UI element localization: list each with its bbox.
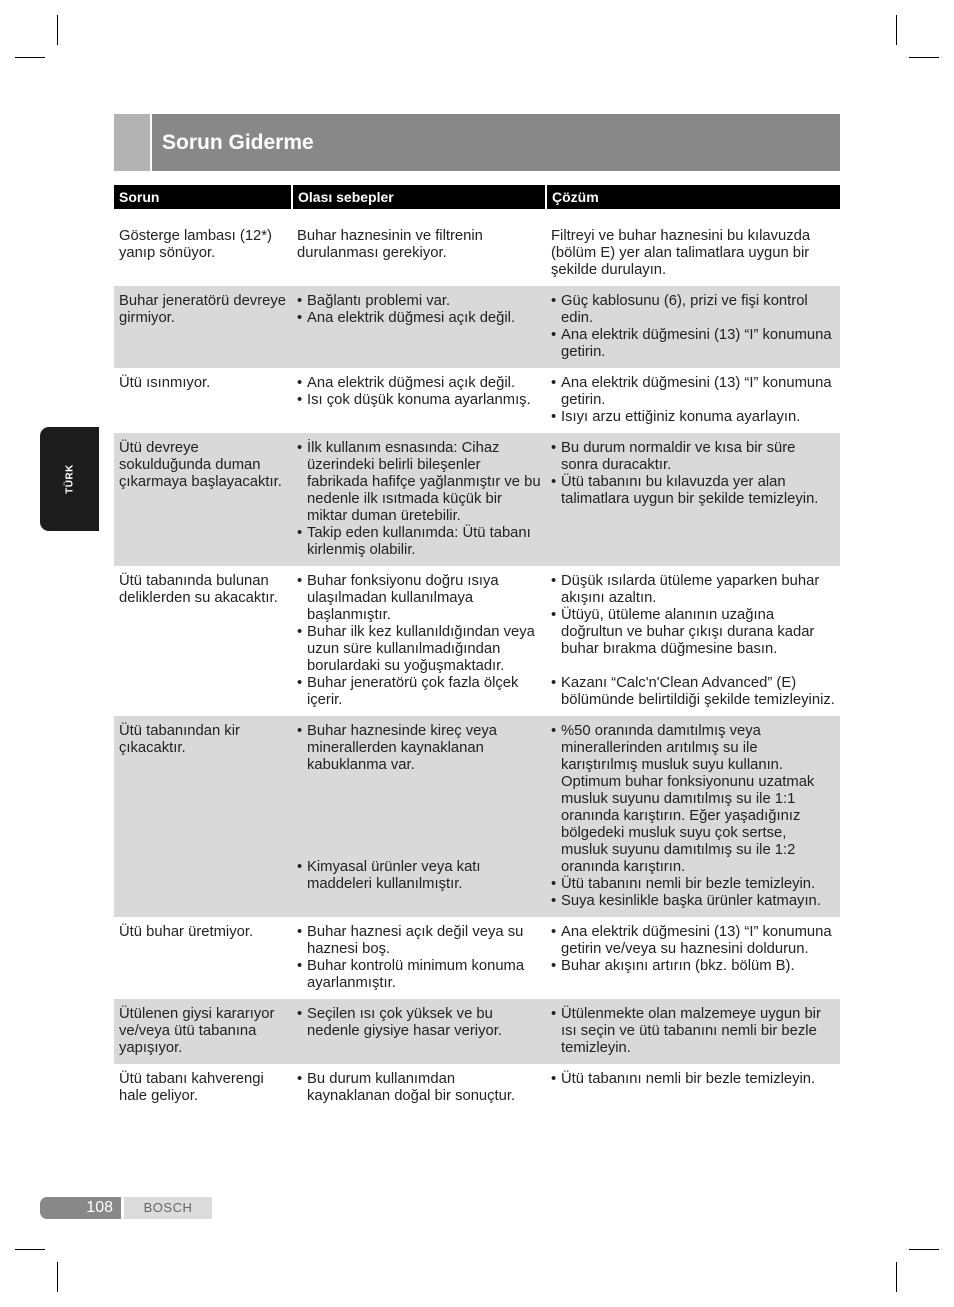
- table-row: [114, 566, 840, 716]
- solution-cell: [546, 1064, 840, 1112]
- bullet-item: • Bu durum kullanımdan kaynaklanan doğal bir sonuçtur.: [297, 1071, 542, 1105]
- bullet-item: • Buhar kontrolü minimum konuma ayarlanmıştır.: [297, 958, 542, 992]
- problem-cell: Ütülenen giysi kararıyor ve/veya ütü tabanına yapışıyor.: [114, 999, 292, 1064]
- causes-cell: [292, 716, 546, 917]
- bullet-item: • Güç kablosunu (6), prizi ve fişi kontrol edin.: [551, 293, 836, 327]
- causes-cell: [292, 215, 546, 286]
- causes-cell: [292, 1064, 546, 1112]
- crop-mark: [15, 1249, 45, 1250]
- bullet-item: • Bağlantı problemi var.: [297, 293, 542, 310]
- column-header-solution: Çözüm: [546, 185, 840, 215]
- bullet-item: • Buhar jeneratörü çok fazla ölçek içerir.: [297, 675, 542, 709]
- bullet-item: • İlk kullanım esnasında: Cihaz üzerindeki belirli bileşenler fabrikada hafifçe yağlanmıştır ve bu nedenle ilk ısıtmada küçük bir miktar duman üretebilir.: [297, 440, 542, 525]
- solution-cell: [546, 368, 840, 433]
- table-row: [114, 917, 840, 999]
- causes-cell: [292, 566, 546, 716]
- crop-mark: [909, 1249, 939, 1250]
- bullet-item: • Buhar akışını artırın (bkz. bölüm B).: [551, 958, 836, 975]
- table-row: [114, 368, 840, 433]
- problem-cell: Ütü tabanı kahverengi hale geliyor.: [119, 1071, 264, 1104]
- spacer-line: [297, 825, 542, 842]
- page-header: [114, 114, 840, 171]
- spacer-line: [297, 808, 542, 825]
- causes-cell: [292, 433, 546, 566]
- bullet-item: • Ütüyü, ütüleme alanının uzağına doğrultun ve buhar çıkışı durana kadar buhar bırakma düğmesine basın.: [551, 607, 836, 658]
- bullet-item: • Ütü tabanını nemli bir bezle temizleyin.: [551, 876, 836, 893]
- spacer-line: [551, 658, 836, 675]
- spacer-line: [297, 774, 542, 791]
- troubleshooting-table: [114, 185, 840, 1112]
- bullet-item: • Ana elektrik düğmesini (13) “I” konumuna getirin.: [551, 327, 836, 361]
- spacer-line: [297, 842, 542, 859]
- causes-cell: [292, 917, 546, 999]
- bullet-item: • Kazanı “Calc'n'Clean Advanced” (E) bölümünde belirtildiği şekilde temizleyiniz.: [551, 675, 836, 709]
- bullet-item: • %50 oranında damıtılmış veya minerallerinden arıtılmış su ile karıştırılmış musluk suyu kullanın. Optimum buhar fonksiyonunu uzatmak musluk suyunu damıtılmış su ile 1:1 oranında karıştırın. Eğer yaşadığınız bölgedeki musluk suyu çok sertse, musluk suyunu damıtılmış su ile 1:2 oranında karıştırın.: [551, 723, 836, 876]
- table-body: [114, 215, 840, 1112]
- table-row: [114, 999, 840, 1064]
- crop-mark: [896, 15, 897, 45]
- crop-mark: [909, 57, 939, 58]
- column-header-problem: Sorun: [114, 185, 292, 215]
- table-row: [114, 716, 840, 917]
- brand-label: BOSCH: [124, 1197, 212, 1219]
- language-tab-label: TÜRK: [64, 464, 75, 494]
- crop-mark: [896, 1262, 897, 1292]
- table-row: [114, 1064, 840, 1112]
- problem-cell: Gösterge lambası (12*) yanıp sönüyor.: [119, 228, 272, 261]
- bullet-item: • Buhar ilk kez kullanıldığından veya uzun süre kullanılmadığından borulardaki su yoğuşmaktadır.: [297, 624, 542, 675]
- solution-cell: [546, 999, 840, 1064]
- solution-cell: [546, 215, 840, 286]
- language-tab: [40, 427, 99, 531]
- problem-cell: Ütü ısınmıyor.: [119, 375, 211, 391]
- bullet-item: • Isıyı arzu ettiğiniz konuma ayarlayın.: [551, 409, 836, 426]
- table-row: [114, 286, 840, 368]
- table-row: [114, 215, 840, 286]
- solution-cell: [546, 286, 840, 368]
- table-row: [114, 433, 840, 566]
- bullet-item: • Ütülenmekte olan malzemeye uygun bir ısı seçin ve ütü tabanını nemli bir bezle temizleyin.: [551, 1006, 836, 1057]
- spacer-line: [297, 791, 542, 808]
- header-tab: [114, 114, 150, 171]
- solution-cell: [546, 917, 840, 999]
- header-separator: [150, 114, 152, 171]
- causes-cell: [292, 368, 546, 433]
- problem-cell: Ütü buhar üretmiyor.: [119, 924, 254, 940]
- problem-cell: Buhar jeneratörü devreye girmiyor.: [114, 286, 292, 368]
- table-header-row: [114, 185, 840, 215]
- causes-cell: [292, 999, 546, 1064]
- problem-cell: Ütü devreye sokulduğunda duman çıkarmaya başlayacaktır.: [114, 433, 292, 566]
- solution-cell: [546, 433, 840, 566]
- column-header-causes: Olası sebepler: [292, 185, 546, 215]
- solution-cell: [546, 566, 840, 716]
- bullet-item: • Buhar haznesi açık değil veya su haznesi boş.: [297, 924, 542, 958]
- solution-cell: [546, 716, 840, 917]
- bullet-item: • Takip eden kullanımda: Ütü tabanı kirlenmiş olabilir.: [297, 525, 542, 559]
- causes-cell: [292, 286, 546, 368]
- bullet-item: • Ütü tabanını bu kılavuzda yer alan talimatlara uygun bir şekilde temizleyin.: [551, 474, 836, 508]
- bullet-item: • Suya kesinlikle başka ürünler katmayın.: [551, 893, 836, 910]
- bullet-item: • Isı çok düşük konuma ayarlanmış.: [297, 392, 542, 409]
- problem-cell: Ütü tabanından kir çıkacaktır.: [114, 716, 292, 917]
- bullet-item: • Seçilen ısı çok yüksek ve bu nedenle giysiye hasar veriyor.: [297, 1006, 542, 1040]
- crop-mark: [15, 57, 45, 58]
- bullet-item: • Ana elektrik düğmesi açık değil.: [297, 310, 542, 327]
- page-title: Sorun Giderme: [162, 131, 314, 154]
- cell-text: Filtreyi ve buhar haznesini bu kılavuzda (bölüm E) yer alan talimatlara uygun bir şekilde durulayın.: [551, 228, 811, 278]
- bullet-item: • Buhar haznesinde kireç veya minerallerden kaynaklanan kabuklanma var.: [297, 723, 542, 774]
- problem-cell: Ütü tabanında bulunan deliklerden su akacaktır.: [119, 573, 278, 606]
- bullet-item: • Ana elektrik düğmesini (13) “I” konumuna getirin ve/veya su haznesini doldurun.: [551, 924, 836, 958]
- bullet-item: • Düşük ısılarda ütüleme yaparken buhar akışını azaltın.: [551, 573, 836, 607]
- crop-mark: [57, 15, 58, 45]
- bullet-item: • Ütü tabanını nemli bir bezle temizleyin.: [551, 1071, 836, 1088]
- cell-text: Buhar haznesinin ve filtrenin durulanması gerekiyor.: [297, 228, 483, 261]
- bullet-item: • Ana elektrik düğmesi açık değil.: [297, 375, 542, 392]
- bullet-item: • Kimyasal ürünler veya katı maddeleri kullanılmıştır.: [297, 859, 542, 893]
- page-number: 108: [40, 1197, 121, 1219]
- bullet-item: • Ana elektrik düğmesini (13) “I” konumuna getirin.: [551, 375, 836, 409]
- crop-mark: [57, 1262, 58, 1292]
- bullet-item: • Buhar fonksiyonu doğru ısıya ulaşılmadan kullanılmaya başlanmıştır.: [297, 573, 542, 624]
- bullet-item: • Bu durum normaldir ve kısa bir süre sonra duracaktır.: [551, 440, 836, 474]
